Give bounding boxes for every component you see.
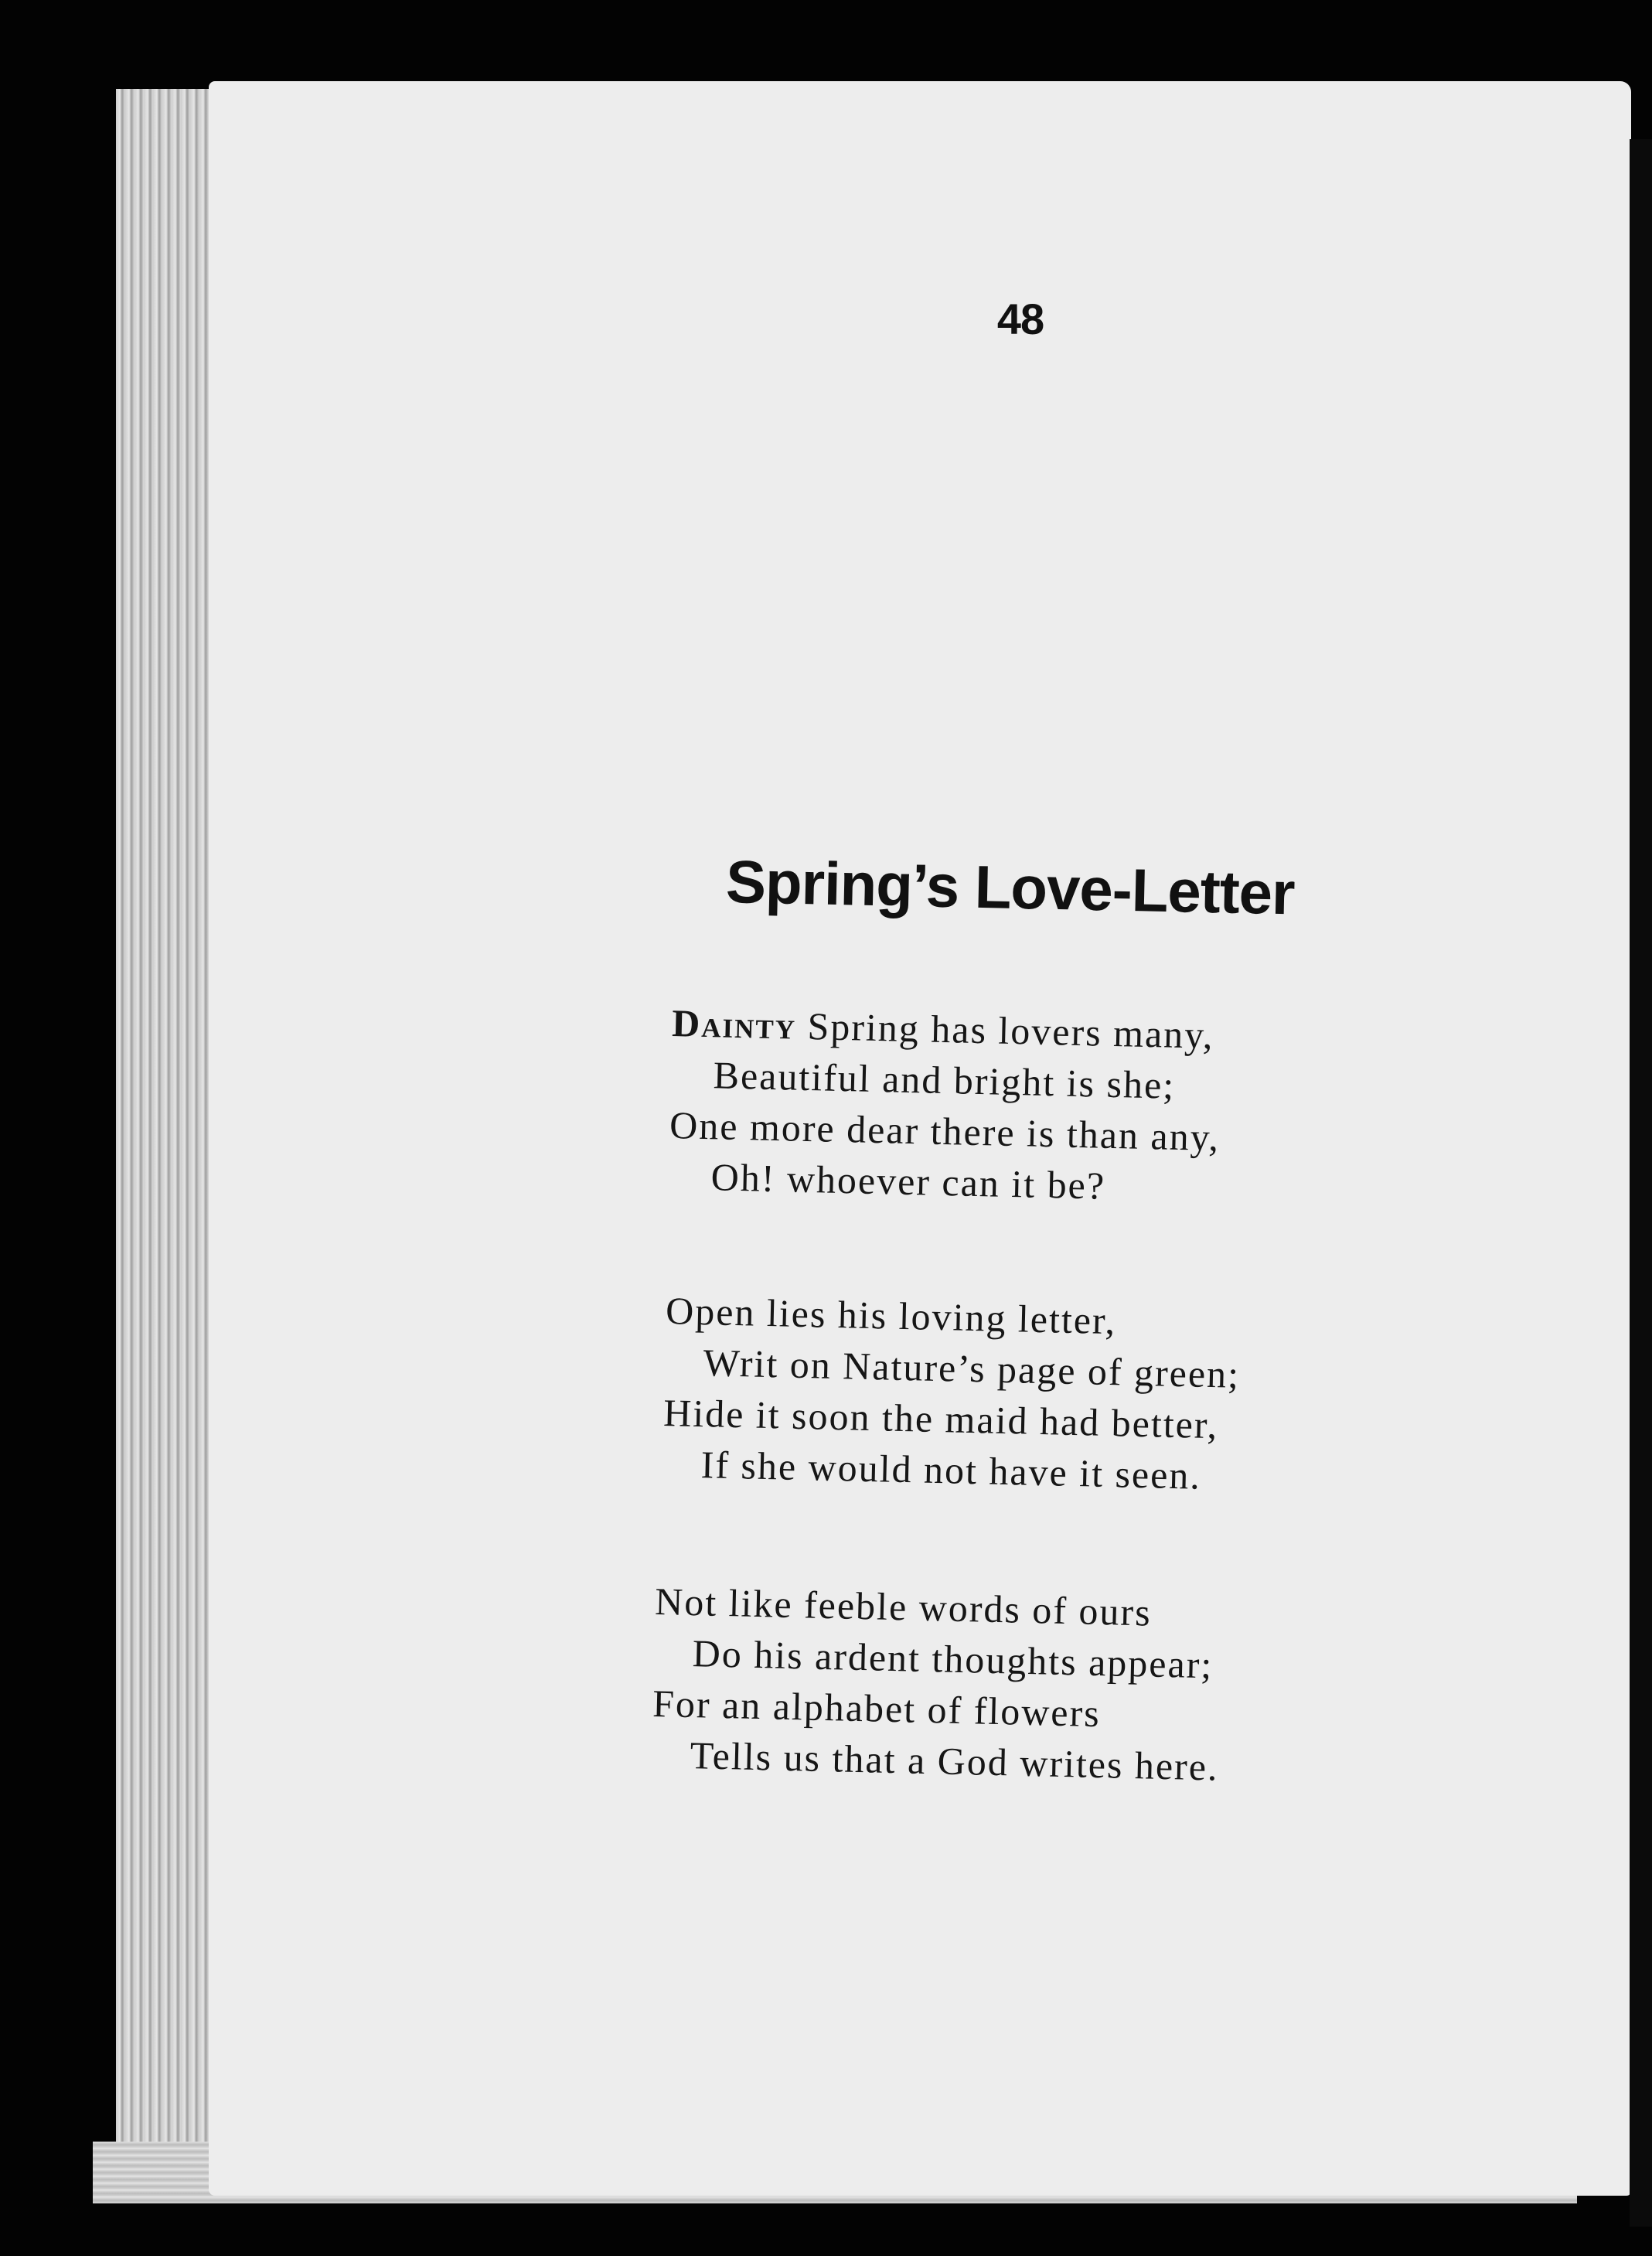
poem-line: If she would not have it seen. <box>700 1443 1202 1498</box>
poem-title: Spring’s Love-Letter <box>725 847 1296 928</box>
poem-line: One more dear there is than any, <box>669 1102 1221 1160</box>
stanza-1 <box>668 997 1223 1214</box>
stanza-3 <box>651 1576 1223 1793</box>
poem-line: For an alphabet of flowers <box>652 1681 1102 1736</box>
drop-word: Dainty <box>671 1000 797 1048</box>
line-text: Spring has lovers many, <box>795 1004 1215 1057</box>
page-number: 48 <box>996 295 1044 343</box>
poem-line: Beautiful and bright is she; <box>713 1053 1176 1107</box>
poem-line: Do his ardent thoughts appear; <box>692 1631 1214 1687</box>
poem-line: Not like feeble words of ours <box>654 1579 1153 1634</box>
stanza-2 <box>662 1285 1242 1502</box>
poem-line: Open lies his loving letter, <box>665 1288 1117 1343</box>
poem-line: Writ on Nature’s page of green; <box>703 1341 1241 1396</box>
poem-line: Tells us that a God writes here. <box>690 1733 1220 1789</box>
poem-line: Oh! whoever can it be? <box>710 1155 1106 1208</box>
poem-line: Hide it soon the maid had better, <box>663 1390 1219 1447</box>
